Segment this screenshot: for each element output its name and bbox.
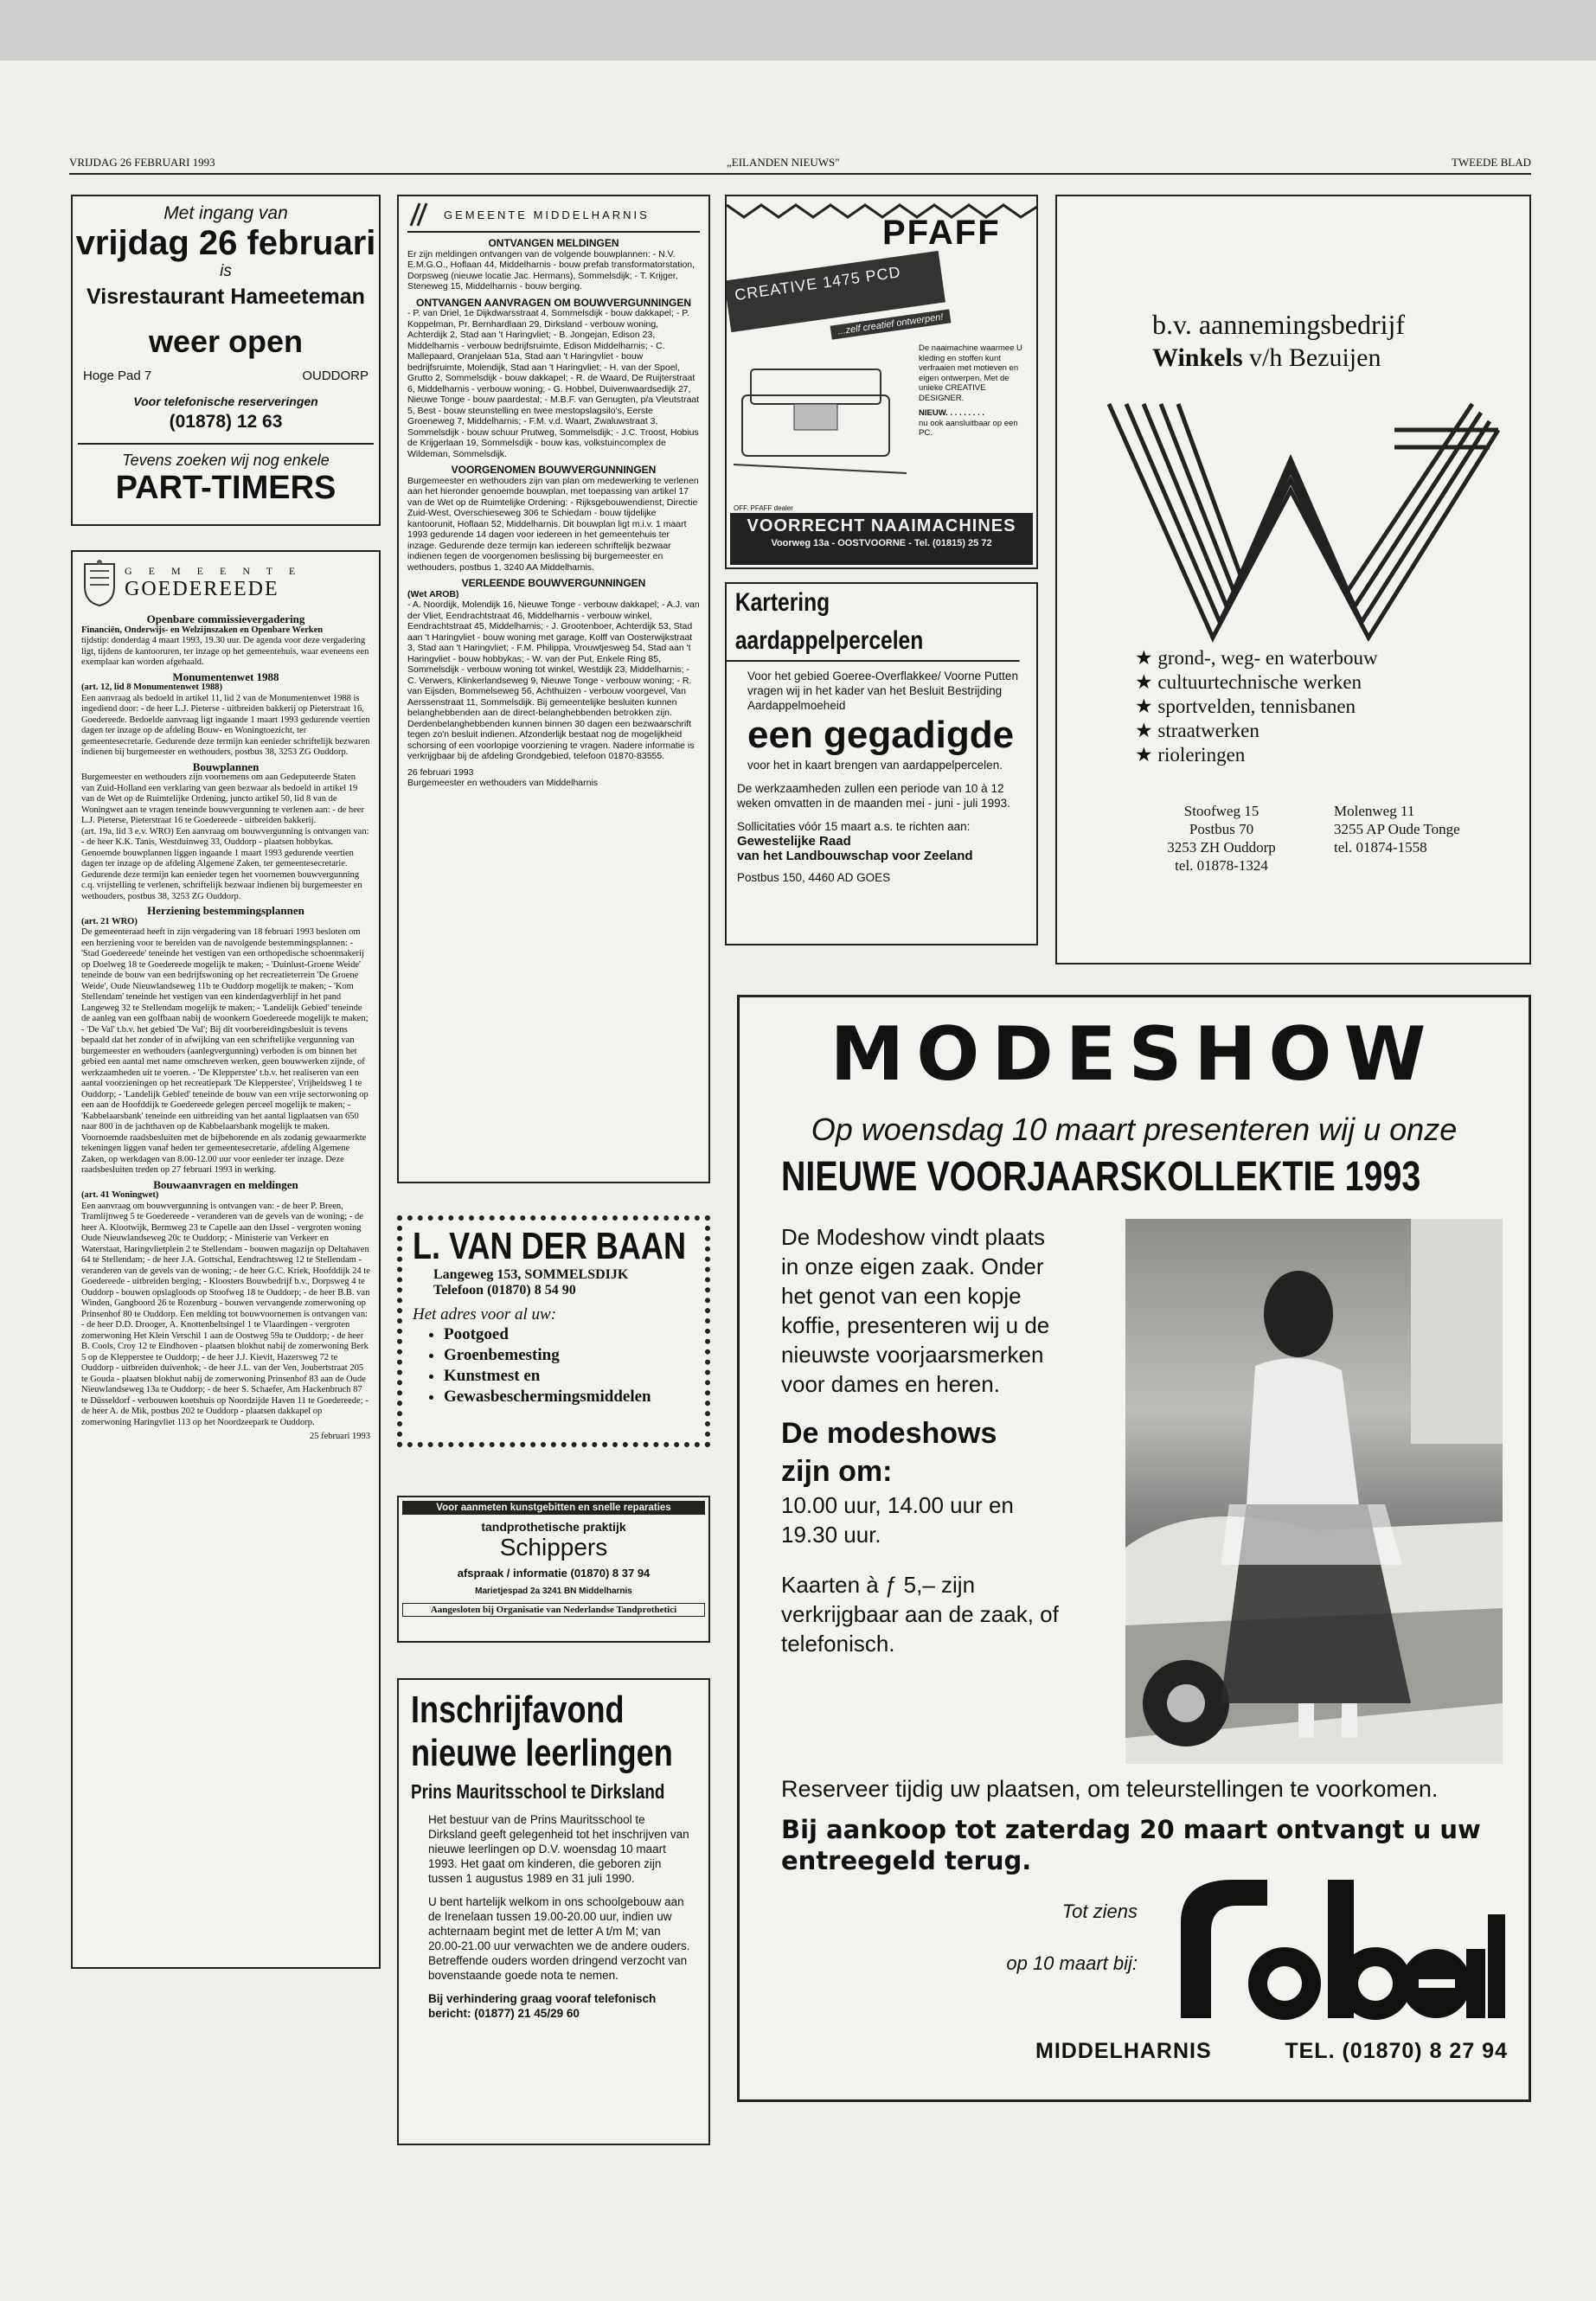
modeshow-reserve: Reserveer tijdig uw plaatsen, om teleurstellingen te voorkomen. bbox=[781, 1776, 1439, 1802]
kartering-p4: Sollicitaties vóór 15 maart a.s. te richten aan: bbox=[737, 820, 971, 833]
goedereede-p2: Een aanvraag als bedoeld in artikel 11, lid 2 van de Monumentenwet 1988 is ingediend door: - de heer L.J. Pieterse - uitbreiden bakkerij op Pieterstraat 16, Goedereede. Bedoelde aanvraag ligt ingaande 1 maart 1993 gedurende veertien dagen ter inzage op de afdeling Bouw- en Woningtoezicht, ter gemeentesecretarie. Gedurende deze termijn kan eenieder schriftelijk bezwaren indienen bij burgemeester en wethouders, postbus 38, 3253 ZG Ouddorp. bbox=[81, 693, 370, 757]
goedereede-p1: tijdstip: donderdag 4 maart 1993, 19.30 uur. De agenda voor deze vergadering ligt, tijdens de kantooruren, ter inzage op het gemeentehuis, waar eveneens een exemplaar kan worden afgehaald. bbox=[81, 636, 369, 667]
winkels-service: ★ grond-, weg- en waterbouw bbox=[1135, 647, 1378, 669]
pfaff-ad bbox=[725, 195, 1038, 569]
mauritsschool-h1: Inschrijfavond bbox=[411, 1689, 625, 1731]
middelharnis-p2: - P. van Driel, 1e Dijkdwarsstraat 4, Sommelsdijk - bouw dakkapel; - P. Koppelman, Pr. Bernhardlaan 29, Dirksland - verbouw woning, Achterdijk 2, Stad aan 't Haringvliet; - B. Jongejan, Edison 23, Middelharnis - verbouw bedrijfsruimte, Edison Middelharnis; - C. Mallepaard, Oranjelaan 51a, Stad aan 't Haringvliet - bouw bedrijfsruimte, Molendijk, Stad aan 't Haringvliet; - H. van der Spoel, Grutto 2, Sommelsdijk - bouw dakkapel; - R. de Waard, De Ruijterstraat 6, Middelharnis - verbouw woning; - G. Hobbel, Duivenwaardsedijk 27, Nieuwe Tonge - bouw paardestal; - M.B.F. van Genugten, p/a Vleutstraat 5, Best - bouw steunstelling en twee mestopslagsilo's, Eerste Groeneweg 7, Middelharnis; - F.M. v.d. Waart, Zwaluwstraat 3, Sommelsdijk - bouw schuur Prutweg, Sommelsdijk; - J.C. Troost, Hobius de Krijgerlaan 19, Sommelsdijk - bouw kas, volkstuincomplex de Wildeman, Sommelsdijk. bbox=[407, 308, 700, 459]
sewing-machine-icon bbox=[734, 343, 907, 482]
header-date: VRIJDAG 26 FEBRUARI 1993 bbox=[69, 156, 215, 169]
page-header bbox=[69, 152, 1531, 175]
modeshow-photo bbox=[1125, 1219, 1503, 1764]
goedereede-h5: Bouwaanvragen en meldingen bbox=[153, 1177, 298, 1191]
woman-with-car-icon bbox=[1125, 1219, 1503, 1764]
kartering-p2: voor het in kaart brengen van aardappelpercelen. bbox=[747, 759, 1003, 772]
header-paper: „EILANDEN NIEUWS" bbox=[727, 156, 840, 169]
pfaff-shop-address: Voorweg 13a - OOSTVOORNE - Tel. (01815) 25 72 bbox=[771, 538, 992, 548]
middelharnis-h3: VOORGENOMEN BOUWVERGUNNINGEN bbox=[451, 464, 657, 476]
kartering-org1: Gewestelijke Raad bbox=[737, 834, 851, 849]
schippers-appt: afspraak / informatie (01870) 8 37 94 bbox=[457, 1567, 651, 1580]
pfaff-tag: ...zelf creatief ontwerpen! bbox=[830, 309, 952, 339]
vanderbaan-item: • Groenbemesting bbox=[444, 1345, 695, 1366]
goedereede-h1: Openbare commissievergadering bbox=[146, 612, 305, 625]
winkels-address: 3253 ZH Ouddorp bbox=[1167, 839, 1276, 856]
schippers-top: Voor aanmeten kunstgebitten en snelle reparaties bbox=[402, 1501, 705, 1515]
modeshow-times: 10.00 uur, 14.00 uur en 19.30 uur. bbox=[781, 1492, 1014, 1548]
goedereede-h5sub: (art. 41 Woningwet) bbox=[81, 1190, 159, 1200]
kartering-p3: De werkzaamheden zullen een periode van 10 à 12 weken omvatten in de maanden mei - juni - juli 1993. bbox=[737, 782, 1010, 810]
mauritsschool-p2: U bent hartelijk welkom in ons schoolgebouw aan de Irenelaan tussen 19.00-20.00 uur, indien uw achternaam begint met de letter A t/m M; van 20.00-21.00 uur verwachten we de andere ouders. Betreffende ouders worden dringend verzocht van bovenstaande goede nota te nemen. bbox=[428, 1895, 690, 1982]
goedereede-p3: Burgemeester en wethouders zijn voornemens om aan Gedeputeerde Staten van Zuid-Holland een verklaring van geen bezwaar als bedoeld in artikel 19 van de Wet op de Ruimtelijke Ordening, juncto artikel 50, lid 8 van de Woningwet aan te vragen teneinde bouwvergunning te verlenen aan: - de heer L.J. Pieterse, Pieterstraat 16 te Goedereede - uitbreiden bakkerij. bbox=[81, 772, 364, 825]
mauritsschool-p1: Het bestuur van de Prins Mauritsschool te Dirksland geeft gelegenheid tot het inschrijven van nieuwe leerlingen op D.V. woensdag 10 maart 1993. Het gaat om kinderen, die geboren zijn tussen 1 augustus 1989 en 31 juli 1990. bbox=[428, 1813, 689, 1885]
modeshow-h2b: zijn om: bbox=[781, 1455, 893, 1488]
hameeteman-line3: is bbox=[220, 262, 232, 280]
winkels-address: Postbus 70 bbox=[1189, 821, 1254, 837]
hameeteman-town: OUDDORP bbox=[302, 369, 369, 383]
pfaff-new-label: NIEUW. . . . . . . . . bbox=[919, 408, 985, 418]
winkels-name-sub: v/h Bezuijen bbox=[1249, 343, 1381, 372]
goedereede-notice bbox=[71, 550, 381, 1969]
goedereede-h2sub: (art. 12, lid 8 Monumentenwet 1988) bbox=[81, 683, 223, 692]
goedereede-gemeente: G E M E E N T E bbox=[125, 565, 303, 577]
modeshow-sub1: Op woensdag 10 maart presenteren wij u onze bbox=[811, 1112, 1458, 1147]
goedereede-h1sub: Financiën, Onderwijs- en Welzijnszaken en Openbare Werken bbox=[81, 625, 324, 635]
goedereede-h4sub: (art. 21 WRO) bbox=[81, 916, 138, 926]
middelharnis-logo-sub: GEMEENTE MIDDELHARNIS bbox=[444, 208, 650, 221]
vanderbaan-slogan: Het adres voor al uw: bbox=[413, 1305, 557, 1324]
hameeteman-line1: Met ingang van bbox=[163, 203, 288, 223]
middelharnis-p1: Er zijn meldingen ontvangen van de volgende bouwplannen: - N.V. E.M.G.O., Hoflaan 44, Middelharnis - bouw prefab transformatorstation, Dorpsweg (nieuwe locatie Jac. Hermans), Sommelsdijk; - T. Krijger, Steneweg 15, Middelharnis - bouw berging. bbox=[407, 248, 695, 292]
goedereede-h4: Herziening bestemmingsplannen bbox=[147, 904, 304, 917]
winkels-address: 3255 AP Oude Tonge bbox=[1334, 821, 1460, 837]
hameeteman-line2: vrijdag 26 februari bbox=[75, 224, 376, 262]
pfaff-dealer: OFF. PFAFF dealer bbox=[734, 504, 793, 512]
winkels-address: tel. 01878-1324 bbox=[1175, 857, 1268, 874]
goedereede-h3: Bouwplannen bbox=[192, 760, 260, 773]
goedereede-h2: Monumentenwet 1988 bbox=[172, 670, 279, 683]
kartering-org2: van het Landbouwschap voor Zeeland bbox=[737, 849, 973, 863]
modeshow-p2: Kaarten à ƒ 5,– zijn verkrijgbaar aan de zaak, of telefonisch. bbox=[781, 1572, 1059, 1657]
goedereede-p3b: (art. 19a, lid 3 e.v. WRO) Een aanvraag om bouwvergunning is ontvangen van: - de heer K.K. Tanis, Westduinweg 33, Ouddorp - plaatsen hobbykas. Genoemde bouwplannen liggen ingaande 1 maart 1993 gedurende veertien dagen ter inzage op de afdeling Algemene Zaken, ter gemeentesecretarie. Gedurende deze termijn kan eenieder tegen het voornemen bouwvergunning c.q. vrijstelling te verlenen, schriftelijk bezwaar indienen bij burgemeester en wethouders, postbus 38, 3253 ZG Ouddorp. bbox=[81, 826, 369, 901]
kartering-p1: Voor het gebied Goeree-Overflakkee/ Voorne Putten vragen wij in het kader van het Besluit Bestrijding Aardappelmoeheid bbox=[747, 670, 1018, 712]
kartering-postbus: Postbus 150, 4460 AD GOES bbox=[737, 871, 891, 884]
modeshow-sub2: NIEUWE VOORJAARSKOLLEKTIE 1993 bbox=[781, 1154, 1421, 1200]
middelharnis-logo-icon bbox=[407, 202, 439, 228]
pfaff-model: CREATIVE 1475 PCD bbox=[734, 263, 902, 304]
winkels-service: ★ sportvelden, tennisbanen bbox=[1135, 695, 1356, 717]
vanderbaan-ad bbox=[397, 1215, 710, 1447]
middelharnis-h4sub: (Wet AROB) bbox=[407, 588, 459, 599]
goedereede-p4: De gemeenteraad heeft in zijn vergadering van 18 februari 1993 besloten om een herziening voor te bereiden van de navolgende bestemmingsplannen: - 'Stad Goedereede' teneinde het vestigen van een orthopedische schoenmakerij op Doelweg 18 te Goedereede mogelijk te maken; - 'Duinlust-Groene Weide' teneinde de bouw van een bedrijfswoning op het recreatieterrein 'De Groene Weide', Oude Nieuwlandseweg 11b te Ouddorp mogelijk te maken; - 'Kom Stellendam' teneinde het vestigen van een kinderdagverblijf in het pand Langeweg 32 te Stellendam mogelijk te maken; - 'Landelijk Gebied' teneinde de aanleg van een golfbaan nabij de woonkern Goedereede mogelijk te maken; - 'De Val' t.b.v. het gebied 'De Val'; Bij dit voorbereidingsbesluit is tevens bepaald dat het zonder of in afwijking van een schriftelijke vergunning van burgemeester en wethouders (aanlegvergunning) verboden is om binnen het gebied een aantal met name omschreven werken, geen bouwwerken zijnde, of werkzaamheden uit te voeren. - 'De Klepperstee' t.b.v. het realiseren van een aantal voorzieningen op het recreatiepark 'De Klepperstee', Vrijheidsweg 1 te Ouddorp; - 'Landelijk Gebied' teneinde de bouw van een vrije sectorwoning op een aan de Hoofddijk te Goedereede gelegen perceel mogelijk te maken; - 'Kabbelaarsbank' teneinde een uitbreiding van het aantal ligplaatsen van 650 naar 800 in de jachthaven op de Kabbelaarsbank mogelijk te maken. Voornoemde raadsbesluiten met de bijbehorende en als zodanig gewaarmerkte tekeningen liggen vanaf heden ter gemeentesecretarie, afdeling Algemene Zaken, op werkdagen van 8.00-12.00 uur voor eenieder ter inzage. Deze raadsbesluiten treden op 27 februari 1993 in werking. bbox=[81, 927, 369, 1175]
winkels-service: ★ rioleringen bbox=[1135, 744, 1246, 766]
modeshow-ad bbox=[737, 995, 1531, 2102]
hameeteman-line4: Visrestaurant Hameeteman bbox=[87, 285, 365, 309]
goedereede-crest-icon bbox=[81, 559, 118, 607]
middelharnis-h4: VERLEENDE BOUWVERGUNNINGEN bbox=[461, 577, 646, 589]
winkels-address: Molenweg 11 bbox=[1334, 803, 1415, 819]
hameeteman-reserve: Voor telefonische reserveringen bbox=[133, 394, 318, 408]
modeshow-tel: TEL. (01870) 8 27 94 bbox=[1285, 2039, 1508, 2063]
schippers-bottom: Aangesloten bij Organisatie van Nederlandse Tandprothetici bbox=[402, 1603, 705, 1617]
hameeteman-phone: (01878) 12 63 bbox=[169, 412, 283, 432]
modeshow-town: MIDDELHARNIS bbox=[1035, 2039, 1212, 2063]
pfaff-desc: De naaimachine waarmee U kleding en stoffen kunt verfraaien met motieven en eigen ontwerpen. Met de unieke CREATIVE DESIGNER. bbox=[919, 343, 1022, 403]
winkels-address: tel. 01874-1558 bbox=[1334, 839, 1427, 856]
pfaff-shop bbox=[730, 513, 1033, 565]
hameeteman-address: Hoge Pad 7 bbox=[83, 369, 152, 383]
middelharnis-h2: ONTVANGEN AANVRAGEN OM BOUWVERGUNNINGEN bbox=[415, 296, 691, 309]
winkels-service: ★ straatwerken bbox=[1135, 720, 1259, 741]
modeshow-p1: De Modeshow vindt plaats in onze eigen zaak. Onder het genot van een kopje koffie, presenteren wij u de nieuwste voorjaarsmerken voor dames en heren. bbox=[781, 1224, 1050, 1397]
vanderbaan-address: Langeweg 153, SOMMELSDIJK bbox=[433, 1267, 629, 1282]
middelharnis-p4: - A. Noordijk, Molendijk 16, Nieuwe Tonge - verbouw dakkapel; - A.J. van der Vliet, Eendrachtstraat 46, Middelharnis - verbouw winkel, Eendrachtstraat 45, Middelharnis; - J. Grootenboer, Achterdijk 53, Stad aan 't Haringvliet - bouw woning met garage, Kolff van Oosterwijkstraat 3, Stad aan 't Haringvliet; - F.M. Philippa, Vrouwtjesweg 54, Stad aan 't Haringvliet - bouw hobbykas; - W. van der Put, Enkele Ring 85, Sommelsdijk - verbouw woning tot winkel, Westdijk 23, Middelharnis; - C. Verwers, Klinkerlandseweg 9, Nieuwe Tonge - verbouw woning; - R. van Eijsden, Bommelseweg 56, Achthuizen - verbouw voorgevel, Van Aerssenstraat 11, Sommelsdijk. Bij gemeentelijke besluiten kunnen belanghebbenden aan de direct-belanghebbenden betrokken zijn. Derdenbelanghebbenden kunnen binnen 30 dagen een bezwaarschrift tegen zo'n besluit indienen. Afzonderlijk bestaat nog de mogelijkheid schorsing of een voorlopige voorziening te vragen. Nadere informatie is verkrijgbaar bij de afdeling Grondgebied, telefoon 01870-83555. bbox=[407, 599, 700, 761]
goedereede-p5: Een aanvraag om bouwvergunning is ontvangen van: - de heer P. Breen, Tramlijnweg 5 te Goedereede - veranderen van de gevels van de woning; - de heer A. Klootwijk, Bermweg 23 te Capelle aan den IJssel - vergroten woning Oude Nieuwlandseweg 20c te Ouddorp; - Ministerie van Verkeer en Waterstaat, Haringvlietplein 2 te Stellendam - bouwen magazijn op Deltahaven 64 te Stellendam; - de heer J.A. Gottschal, Eendrachtsweg 12 te Stellendam - veranderen van de gevels van de woning; - de heer G.C. Kriek, Hoofddijk 24 te Goedereede - uitbreiden berging; - Kloosters Bouwbedrijf b.v., Dorpsweg 4 te Ouddorp - bouwen opslagloods op Stoofweg 18 te Ouddorp; - de heer B.B. van Winden, Gangboord 26 te Rozenburg - bouwen vervangende zomerwoning op Prinsenhof 80 te Ouddorp. Een melding tot bouwvoornemen is ontvangen van: - de heer D.D. Drooger, A. Knottenbeltsingel 1 te Vlaardingen - vergroten zomerwoning Het Klein Verschil 1 aan de Oostweg 59a te Ouddorp; - de heer B. Cools, Croy 12 te Eindhoven - plaatsen blokhut nabij de zomerwoning Berk 5 op de Klepperstee te Ouddorp; - de heer J.J. Kievit, Hazersweg 72 te Ouddorp - uitbreiden duivenhok; - de heer J.L. van der Ven, Joubertstraat 205 te Gouda - plaatsen blokhut nabij de zomerwoning Prinsenhof 83 aan de Oude Nieuwlandseweg 13a te Ouddorp; - de heer S. Schaefer, Am Hackenbruch 87 te Düsseldorf - verbouwen koetshuis op Noordzijde Haven 11 te Goedereede; - de heer A. de Mik, postbus 202 te Ouddorp - plaatsen dakkapel op zomerwoning Haringvliet 113 op het Noordzeepark te Ouddorp. bbox=[81, 1201, 370, 1427]
schippers-name: Schippers bbox=[499, 1534, 608, 1561]
mauritsschool-p3: Bij verhindering graag vooraf telefonisch bericht: (01877) 21 45/29 60 bbox=[428, 1992, 657, 2020]
vanderbaan-item: • Pootgoed bbox=[444, 1324, 695, 1345]
vanderbaan-phone: Telefoon (01870) 8 54 90 bbox=[433, 1283, 576, 1298]
middelharnis-h1: ONTVANGEN MELDINGEN bbox=[488, 237, 619, 249]
kartering-big: een gegadigde bbox=[747, 714, 1015, 756]
schippers-ad bbox=[397, 1496, 710, 1643]
goedereede-date: 25 februari 1993 bbox=[310, 1432, 370, 1441]
middelharnis-sign: Burgemeester en wethouders van Middelharnis bbox=[407, 778, 599, 788]
pfaff-shop-name: VOORRECHT NAAIMACHINES bbox=[747, 516, 1016, 535]
winkels-line1: b.v. aannemingsbedrijf bbox=[1152, 309, 1406, 340]
schippers-address: Marietjespad 2a 3241 BN Middelharnis bbox=[475, 1586, 632, 1596]
vanderbaan-name: L. VAN DER BAAN bbox=[413, 1225, 687, 1267]
robert-logo-icon bbox=[1172, 1871, 1509, 2027]
winkels-service: ★ cultuurtechnische werken bbox=[1135, 671, 1362, 693]
vanderbaan-item: • Kunstmest en bbox=[444, 1366, 695, 1387]
goedereede-name: GOEDEREEDE bbox=[125, 578, 279, 600]
modeshow-title: MODESHOW bbox=[830, 1011, 1439, 1098]
hameeteman-line5: weer open bbox=[148, 324, 304, 359]
modeshow-tot1: Tot ziens bbox=[1061, 1900, 1138, 1922]
middelharnis-p3: Burgemeester en wethouders zijn van plan om medewerking te verlenen aan het hieronder genoemde bouwplan, met toepassing van artikel 17 van de Wet op de Ruimtelijke Ordening: - Rijksgebouwendienst, Directie Zuid-West, Overschieseweg 306 te Schiedam - bouw tijdelijke kantoorunit, Hoflaan 52, Middelharnis. Dit bouwplan ligt m.i.v. 1 maart 1993 gedurende 14 dagen voor iedereen in het gemeentehuis ter inzage. Gedurende deze termijn kan iedereen schriftelijk bezwaar indienen tegen de voorgenomen beslissing bij burgemeester en wethouders, postbus 1, 3240 AA Middelharnis. bbox=[407, 475, 699, 573]
modeshow-h2a: De modeshows bbox=[781, 1417, 997, 1450]
modeshow-offer: Bij aankoop tot zaterdag 20 maart ontvangt u uw entreegeld terug. bbox=[781, 1815, 1481, 1875]
mauritsschool-h2: nieuwe leerlingen bbox=[411, 1732, 673, 1774]
kartering-ad bbox=[725, 582, 1038, 945]
middelharnis-date: 26 februari 1993 bbox=[407, 766, 474, 778]
modeshow-tot2: op 10 maart bij: bbox=[1006, 1952, 1138, 1974]
pfaff-brand: PFAFF bbox=[882, 214, 1001, 252]
hameeteman-search: Tevens zoeken wij nog enkele bbox=[122, 452, 330, 469]
kartering-title: Kartering aardappelpercelen bbox=[727, 584, 1019, 662]
mauritsschool-ad bbox=[397, 1678, 710, 2145]
mauritsschool-h3: Prins Mauritsschool te Dirksland bbox=[411, 1780, 665, 1803]
winkels-address: Stoofweg 15 bbox=[1183, 803, 1259, 819]
vanderbaan-item: • Gewasbeschermingsmiddelen bbox=[444, 1387, 695, 1407]
winkels-logo-icon bbox=[1083, 395, 1507, 655]
hameeteman-ad bbox=[71, 195, 381, 526]
hameeteman-parttimers: PART-TIMERS bbox=[115, 470, 337, 506]
pfaff-new-text: nu ook aansluitbaar op een PC. bbox=[919, 418, 1018, 438]
schippers-line1: tandprothetische praktijk bbox=[481, 1520, 626, 1534]
winkels-name: Winkels bbox=[1152, 343, 1243, 372]
middelharnis-notice bbox=[397, 195, 710, 1183]
winkels-ad bbox=[1055, 195, 1531, 965]
header-section: TWEEDE BLAD bbox=[1451, 156, 1531, 169]
